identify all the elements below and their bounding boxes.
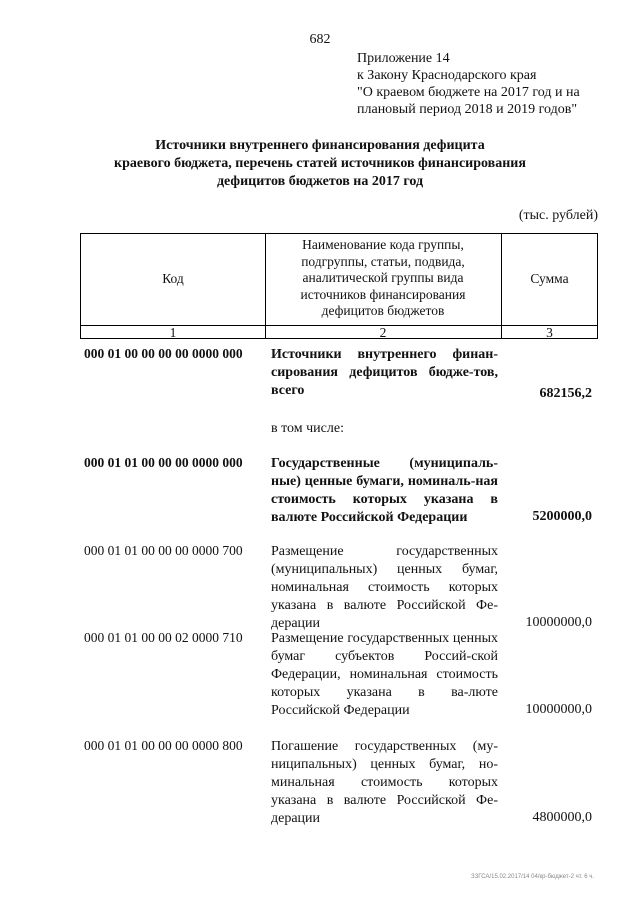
column-number: 2 — [379, 325, 387, 340]
row-code: 000 01 01 00 00 00 0000 000 — [84, 455, 243, 470]
unit-label: (тыс. рублей) — [518, 208, 598, 223]
row-name: Размещение государственных ценных бумаг субъектов Россий-ской Федерации, номинальная стоимость которых указана в ва-люте Российской Федерации — [271, 631, 498, 718]
title-line: краевого бюджета, перечень статей источников финансирования — [114, 156, 526, 171]
footer-stamp: ЗЗГСА/15.02.2017/14 04/кр-бюджет-2 чт. 6 ч. — [471, 874, 594, 880]
column-number: 1 — [169, 325, 177, 340]
appendix-line: Приложение 14 — [357, 51, 450, 66]
row-name: Размещение государственных (муниципальных) ценных бумаг, номинальная стоимость которых указана в валюте Российской Фе-дерации — [271, 544, 498, 631]
column-number: 3 — [546, 325, 553, 340]
document-title — [0, 137, 640, 191]
row-code: 000 01 00 00 00 00 0000 000 — [84, 346, 243, 361]
row-name: в том числе: — [271, 421, 344, 436]
row-name: Погашение государственных (му-ниципальных) ценных бумаг, но-минальная стоимость которых указана в валюте Российской Фе-дерации — [271, 739, 498, 826]
row-sum: 5200000,0 — [532, 509, 592, 524]
appendix-line: "О краевом бюджете на 2017 год и на — [357, 85, 580, 100]
page-number: 682 — [309, 32, 331, 47]
title-line: дефицитов бюджетов на 2017 год — [216, 174, 424, 189]
row-sum: 682156,2 — [539, 386, 592, 401]
row-sum: 10000000,0 — [525, 615, 592, 630]
appendix-line: к Закону Краснодарского края — [357, 68, 537, 83]
row-code: 000 01 01 00 00 00 0000 800 — [84, 738, 243, 753]
row-code: 000 01 01 00 00 02 0000 710 — [84, 630, 243, 645]
header-sum: Сумма — [530, 271, 569, 286]
row-name: Источники внутреннего финан-сирования дефицитов бюдже-тов, всего — [271, 347, 498, 398]
table-header — [80, 233, 598, 339]
appendix-line: плановый период 2018 и 2019 годов" — [357, 102, 578, 117]
row-sum: 10000000,0 — [525, 702, 592, 717]
row-name: Государственные (муниципаль-ные) ценные бумаги, номиналь-ная стоимость которых указана в валюте Российской Федерации — [271, 456, 498, 525]
title-line: Источники внутреннего финансирования дефицита — [155, 138, 485, 153]
header-name: Наименование кода группы, подгруппы, статьи, подвида, аналитической группы вида источников финансирования дефицитов бюджетов — [300, 237, 466, 318]
header-code: Код — [162, 271, 184, 286]
row-code: 000 01 01 00 00 00 0000 700 — [84, 543, 243, 558]
appendix-reference — [357, 50, 580, 118]
column-divider — [265, 234, 266, 338]
row-sum: 4800000,0 — [532, 810, 592, 825]
